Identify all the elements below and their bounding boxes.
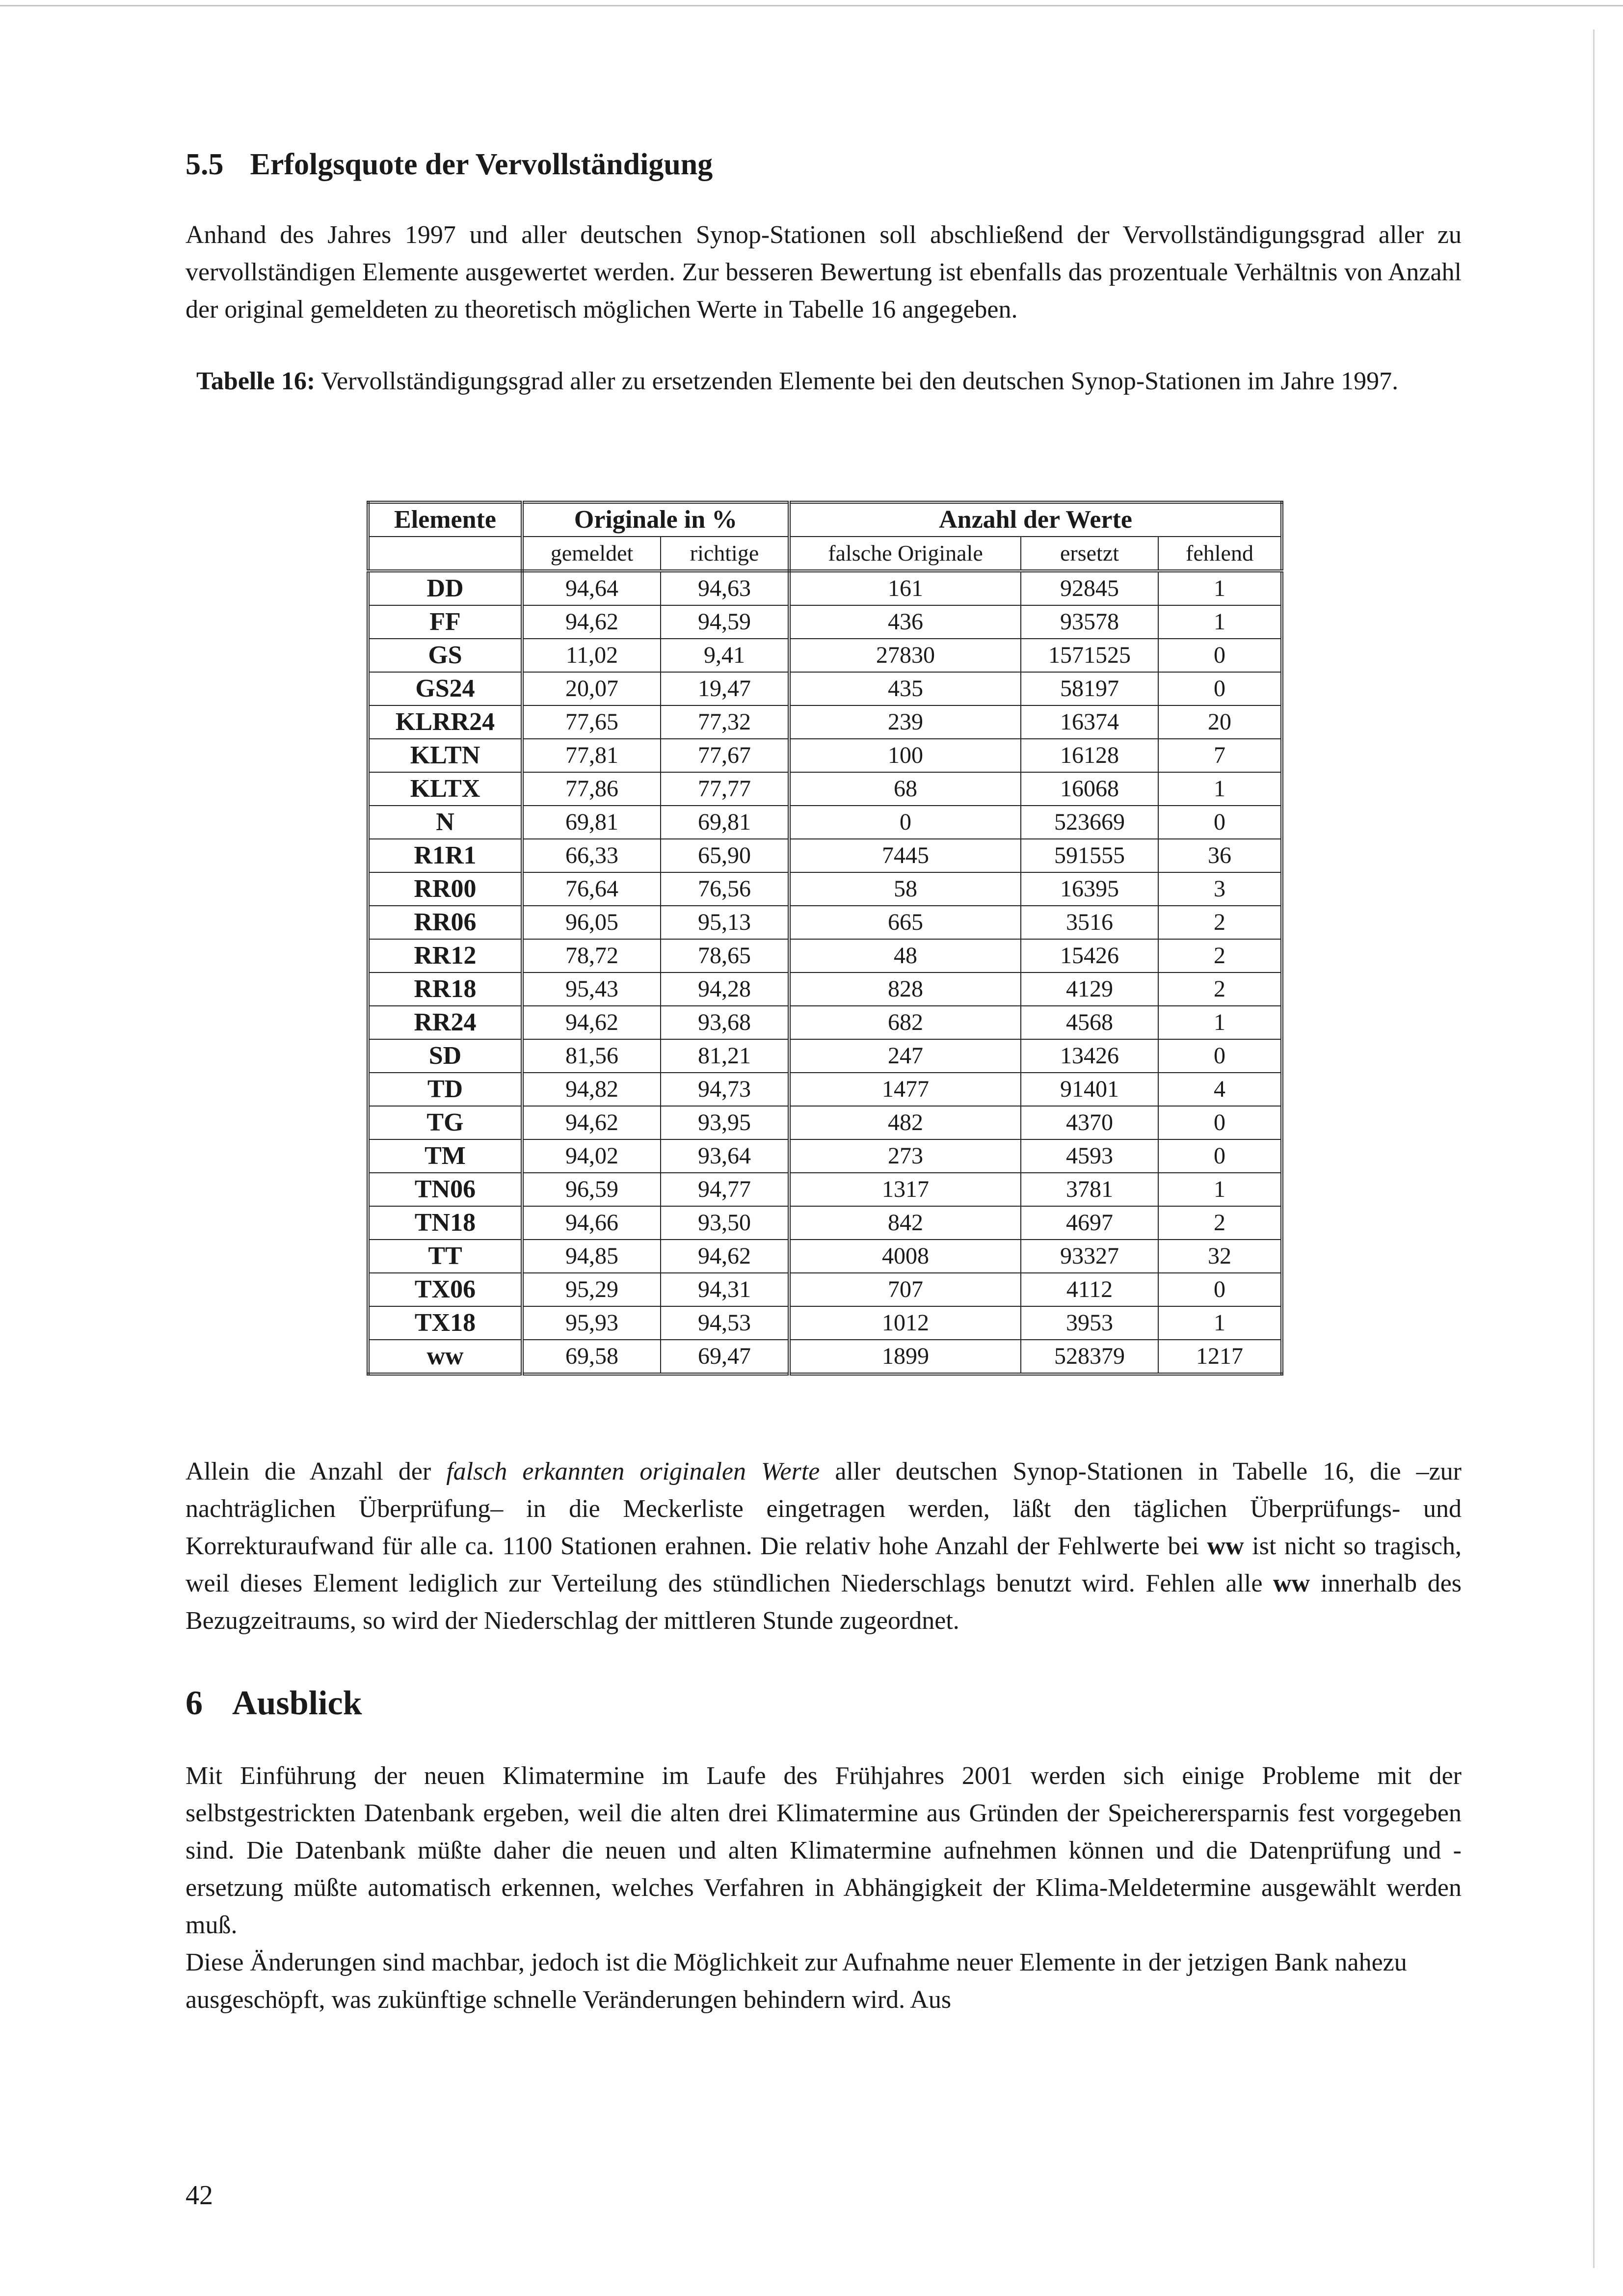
cell-ersetzt: 16395 [1021,872,1158,906]
cell-element: RR00 [368,872,522,906]
cell-falsche: 0 [789,806,1021,839]
cell-falsche: 682 [789,1006,1021,1039]
cell-falsche: 436 [789,605,1021,639]
page-side-rule [1593,29,1595,2268]
cell-richtige: 76,56 [661,872,789,906]
subheader-fehlend: fehlend [1158,537,1282,571]
table-row [368,605,1282,639]
table-row [368,1073,1282,1106]
cell-gemeldet: 95,93 [522,1306,661,1340]
section-6-paragraph-1: Mit Einführung der neuen Klimatermine im Laufe des Frühjahres 2001 werden sich einige Probleme mit der selbstgestrickten Datenbank ergeben, weil die alten drei Klimatermine aus Gründen der Speicherersparnis fest vorgegeben sind. Die Datenbank müßte daher die neuen und alten Klimatermine aufnehmen können und die Datenprüfung und -ersetzung müßte automatisch erkennen, welches Verfahren in Abhängigkeit der Klima-Meldetermine ausgewählt werden muß. [186,1762,1462,1939]
cell-falsche: 1317 [789,1173,1021,1206]
cell-element: RR24 [368,1006,522,1039]
cell-richtige: 93,95 [661,1106,789,1139]
cell-ersetzt: 1571525 [1021,639,1158,672]
header-anzahl: Anzahl der Werte [789,502,1282,537]
cell-richtige: 78,65 [661,939,789,972]
cell-falsche: 48 [789,939,1021,972]
cell-gemeldet: 78,72 [522,939,661,972]
section-6-heading [186,1684,1462,1723]
cell-falsche: 1012 [789,1306,1021,1340]
cell-ersetzt: 92845 [1021,571,1158,605]
cell-element: TN06 [368,1173,522,1206]
cell-element: TN18 [368,1206,522,1240]
cell-gemeldet: 69,81 [522,806,661,839]
cell-element: KLTX [368,772,522,806]
table-row [368,672,1282,705]
cell-ersetzt: 16068 [1021,772,1158,806]
cell-fehlend: 1217 [1158,1340,1282,1374]
table-row [368,772,1282,806]
cell-element: TD [368,1073,522,1106]
cell-element: GS [368,639,522,672]
cell-element: FF [368,605,522,639]
cell-element: KLRR24 [368,705,522,739]
table-row [368,1006,1282,1039]
table-body [368,571,1282,1374]
subheader-richtige: richtige [661,537,789,571]
cell-richtige: 77,67 [661,739,789,772]
cell-gemeldet: 96,05 [522,906,661,939]
cell-element: TX18 [368,1306,522,1340]
cell-richtige: 94,59 [661,605,789,639]
cell-gemeldet: 69,58 [522,1340,661,1374]
cell-fehlend: 1 [1158,605,1282,639]
cell-ersetzt: 4568 [1021,1006,1158,1039]
cell-falsche: 27830 [789,639,1021,672]
cell-gemeldet: 96,59 [522,1173,661,1206]
table-row [368,639,1282,672]
cell-ersetzt: 4370 [1021,1106,1158,1139]
text-run: innerhalb des Bezugzeitraums, so wird der Niederschlag der mittleren Stunde zugeordnet. [186,1569,1462,1635]
caption-label: Tabelle 16: [196,367,316,395]
cell-ersetzt: 93327 [1021,1240,1158,1273]
cell-falsche: 1899 [789,1340,1021,1374]
cell-fehlend: 2 [1158,1206,1282,1240]
cell-falsche: 273 [789,1139,1021,1173]
cell-falsche: 482 [789,1106,1021,1139]
cell-fehlend: 0 [1158,1039,1282,1073]
cell-fehlend: 1 [1158,1306,1282,1340]
table-row [368,1039,1282,1073]
cell-falsche: 435 [789,672,1021,705]
cell-richtige: 69,81 [661,806,789,839]
cell-richtige: 94,77 [661,1173,789,1206]
cell-gemeldet: 94,64 [522,571,661,605]
cell-gemeldet: 20,07 [522,672,661,705]
cell-richtige: 77,77 [661,772,789,806]
table-row [368,1273,1282,1306]
page-number: 42 [186,2180,213,2211]
cell-fehlend: 36 [1158,839,1282,872]
subheader-falsche: falsche Originale [789,537,1021,571]
cell-falsche: 7445 [789,839,1021,872]
cell-fehlend: 2 [1158,906,1282,939]
table-row [368,1206,1282,1240]
cell-ersetzt: 4697 [1021,1206,1158,1240]
section-paragraph: Anhand des Jahres 1997 und aller deutschen Synop-Stationen soll abschließend der Vervollständigungsgrad aller zu vervollständigen Elemente ausgewertet werden. Zur besseren Bewertung ist ebenfalls das prozentuale Verhältnis von Anzahl der original gemeldeten zu theoretisch möglichen Werte in Tabelle 16 angegeben. [186,221,1462,324]
cell-ersetzt: 528379 [1021,1340,1158,1374]
bold-run: ww [1273,1569,1310,1597]
cell-gemeldet: 94,66 [522,1206,661,1240]
cell-element: KLTN [368,739,522,772]
cell-gemeldet: 94,62 [522,605,661,639]
cell-element: N [368,806,522,839]
section-title: Erfolgsquote der Vervollständigung [250,148,713,181]
section-5-5 [186,147,1462,400]
after-table-paragraph [186,1453,1462,1640]
cell-fehlend: 3 [1158,872,1282,906]
cell-ersetzt: 15426 [1021,939,1158,972]
section-6-paragraph-2: Diese Änderungen sind machbar, jedoch ist die Möglichkeit zur Aufnahme neuer Elemente in der jetzigen Bank nahezu ausgeschöpft, was zukünftige schnelle Veränderungen behindern wird. Aus [186,1948,1407,2014]
cell-ersetzt: 13426 [1021,1039,1158,1073]
cell-ersetzt: 16374 [1021,705,1158,739]
cell-ersetzt: 3781 [1021,1173,1158,1206]
cell-ersetzt: 4593 [1021,1139,1158,1173]
cell-fehlend: 0 [1158,1273,1282,1306]
cell-gemeldet: 77,81 [522,739,661,772]
cell-element: SD [368,1039,522,1073]
table-row [368,806,1282,839]
table-row [368,939,1282,972]
cell-falsche: 707 [789,1273,1021,1306]
cell-richtige: 9,41 [661,639,789,672]
cell-richtige: 93,68 [661,1006,789,1039]
cell-element: DD [368,571,522,605]
cell-falsche: 58 [789,872,1021,906]
table-row [368,872,1282,906]
cell-element: RR06 [368,906,522,939]
cell-richtige: 93,64 [661,1139,789,1173]
cell-fehlend: 0 [1158,1139,1282,1173]
italic-run: falsch erkannten originalen Werte [446,1458,820,1486]
cell-fehlend: 1 [1158,772,1282,806]
cell-gemeldet: 94,85 [522,1240,661,1273]
table-row [368,1173,1282,1206]
cell-ersetzt: 591555 [1021,839,1158,872]
cell-ersetzt: 3953 [1021,1306,1158,1340]
table-subheader-row [368,537,1282,571]
text-after-table [186,1453,1462,2019]
cell-fehlend: 1 [1158,1006,1282,1039]
text-run: Allein die Anzahl der [186,1458,447,1486]
section-heading [186,147,1462,182]
cell-falsche: 665 [789,906,1021,939]
cell-element: TG [368,1106,522,1139]
cell-richtige: 94,62 [661,1240,789,1273]
table-row [368,906,1282,939]
section-number: 5.5 [186,148,224,181]
cell-element: TM [368,1139,522,1173]
cell-richtige: 94,28 [661,972,789,1006]
page-top-rule [0,5,1623,6]
cell-gemeldet: 76,64 [522,872,661,906]
cell-element: RR18 [368,972,522,1006]
table-row [368,571,1282,605]
cell-richtige: 81,21 [661,1039,789,1073]
table-row [368,1240,1282,1273]
cell-element: TT [368,1240,522,1273]
table-row [368,972,1282,1006]
subheader-gemeldet: gemeldet [522,537,661,571]
cell-element: R1R1 [368,839,522,872]
cell-gemeldet: 94,02 [522,1139,661,1173]
subheader-empty [368,537,522,571]
cell-richtige: 94,53 [661,1306,789,1340]
cell-fehlend: 1 [1158,1173,1282,1206]
table-header-row [368,502,1282,537]
header-originale: Originale in % [522,502,789,537]
data-table [367,501,1283,1376]
cell-ersetzt: 523669 [1021,806,1158,839]
section-title: Ausblick [232,1684,362,1722]
table-row [368,1340,1282,1374]
cell-ersetzt: 93578 [1021,605,1158,639]
cell-gemeldet: 94,82 [522,1073,661,1106]
cell-fehlend: 1 [1158,571,1282,605]
cell-falsche: 239 [789,705,1021,739]
cell-falsche: 1477 [789,1073,1021,1106]
subheader-ersetzt: ersetzt [1021,537,1158,571]
cell-gemeldet: 95,29 [522,1273,661,1306]
section-number: 6 [186,1684,203,1722]
cell-fehlend: 2 [1158,939,1282,972]
cell-fehlend: 0 [1158,1106,1282,1139]
table-caption [196,363,1462,400]
cell-element: GS24 [368,672,522,705]
cell-fehlend: 7 [1158,739,1282,772]
cell-gemeldet: 77,65 [522,705,661,739]
table-row [368,705,1282,739]
cell-ersetzt: 16128 [1021,739,1158,772]
cell-fehlend: 32 [1158,1240,1282,1273]
cell-ersetzt: 4112 [1021,1273,1158,1306]
cell-richtige: 94,73 [661,1073,789,1106]
cell-fehlend: 4 [1158,1073,1282,1106]
cell-gemeldet: 81,56 [522,1039,661,1073]
cell-ersetzt: 58197 [1021,672,1158,705]
cell-falsche: 68 [789,772,1021,806]
table-row [368,1306,1282,1340]
cell-fehlend: 2 [1158,972,1282,1006]
cell-fehlend: 0 [1158,639,1282,672]
cell-fehlend: 20 [1158,705,1282,739]
table-row [368,739,1282,772]
cell-fehlend: 0 [1158,806,1282,839]
cell-richtige: 93,50 [661,1206,789,1240]
cell-gemeldet: 77,86 [522,772,661,806]
cell-richtige: 19,47 [661,672,789,705]
cell-gemeldet: 94,62 [522,1006,661,1039]
cell-ersetzt: 3516 [1021,906,1158,939]
cell-ersetzt: 91401 [1021,1073,1158,1106]
bold-run: ww [1207,1532,1244,1560]
cell-falsche: 828 [789,972,1021,1006]
table-row [368,839,1282,872]
cell-fehlend: 0 [1158,672,1282,705]
cell-gemeldet: 95,43 [522,972,661,1006]
cell-element: RR12 [368,939,522,972]
cell-gemeldet: 94,62 [522,1106,661,1139]
cell-gemeldet: 11,02 [522,639,661,672]
table-row [368,1106,1282,1139]
cell-ersetzt: 4129 [1021,972,1158,1006]
cell-element: ww [368,1340,522,1374]
cell-richtige: 94,63 [661,571,789,605]
cell-richtige: 65,90 [661,839,789,872]
header-element: Elemente [368,502,522,537]
cell-richtige: 94,31 [661,1273,789,1306]
cell-gemeldet: 66,33 [522,839,661,872]
cell-falsche: 161 [789,571,1021,605]
text-run: ist nicht so tragisch, weil dieses Element lediglich zur Verteilung des stündlichen Niederschlags benutzt wird. Fehlen alle [186,1532,1462,1597]
cell-falsche: 100 [789,739,1021,772]
cell-falsche: 842 [789,1206,1021,1240]
cell-falsche: 4008 [789,1240,1021,1273]
cell-falsche: 247 [789,1039,1021,1073]
caption-text: Vervollständigungsgrad aller zu ersetzenden Elemente bei den deutschen Synop-Stationen im Jahre 1997. [321,367,1399,395]
table-row [368,1139,1282,1173]
cell-richtige: 69,47 [661,1340,789,1374]
cell-element: TX06 [368,1273,522,1306]
cell-richtige: 95,13 [661,906,789,939]
cell-richtige: 77,32 [661,705,789,739]
text-run: aller deutschen Synop-Stationen in Tabelle 16, die –zur nachträglichen Überprüfung– in die Meckerliste eingetragen werden, läßt den täglichen Überprüfungs- und Korrekturaufwand für alle ca. 1100 Stationen erahnen. Die relativ hohe Anzahl der Fehlwerte bei [186,1458,1462,1560]
